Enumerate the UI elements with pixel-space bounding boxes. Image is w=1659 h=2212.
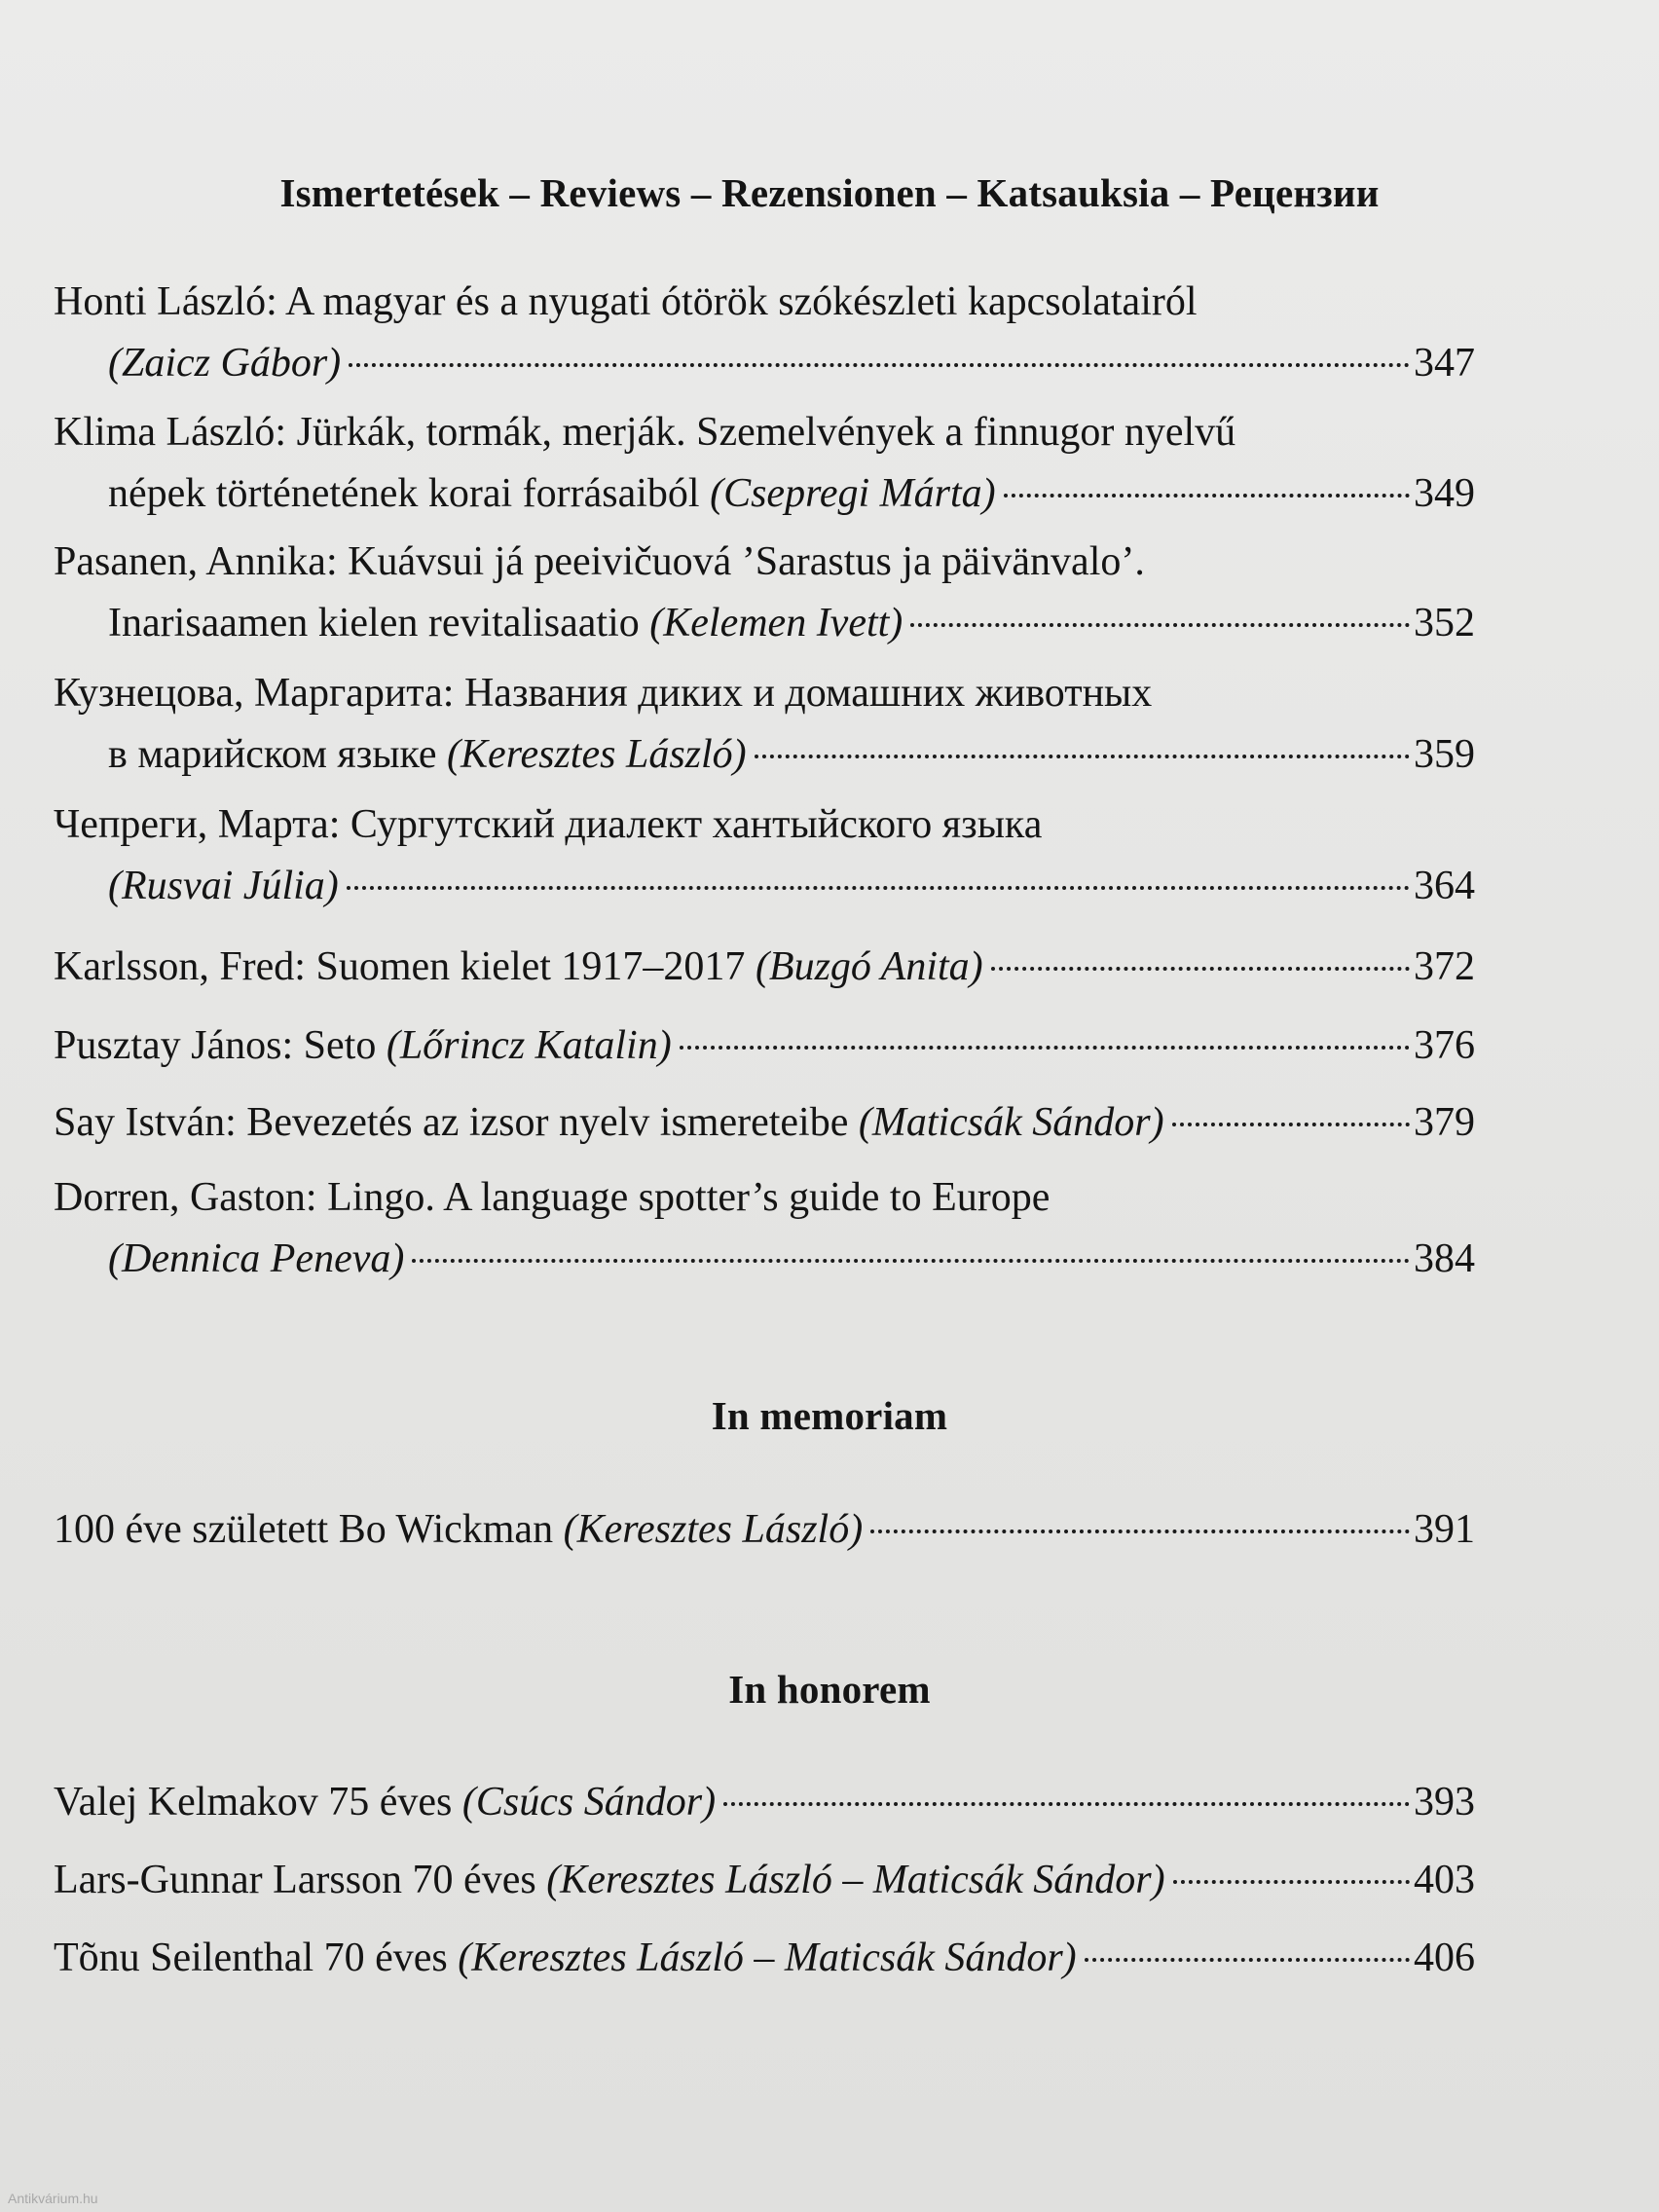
dot-leader (347, 845, 1410, 890)
entry-title-end: népek történetének korai forrásaiból (108, 471, 711, 516)
watermark: Antikvárium.hu (8, 2191, 98, 2206)
toc-entry (54, 1169, 1475, 1288)
entry-page-number: 376 (1414, 1023, 1475, 1068)
entry-title-line: Honti László: A magyar és a nyugati ótörök szókészleti kapcsolatairól (54, 279, 1198, 324)
entry-page-number: 391 (1414, 1507, 1475, 1552)
section-heading-in-honorem: In honorem (728, 1667, 931, 1712)
toc-entry (54, 1848, 1475, 1909)
entry-reviewer: (Dennica Peneva) (108, 1236, 405, 1281)
dot-leader (755, 714, 1410, 758)
entry-reviewer: (Maticsák Sándor) (858, 1100, 1164, 1145)
entry-page-number: 372 (1414, 944, 1475, 989)
entry-reviewer: (Keresztes László) (563, 1507, 864, 1552)
entry-reviewer: (Csúcs Sándor) (461, 1780, 717, 1825)
dot-leader (991, 926, 1410, 971)
toc-entry (54, 796, 1475, 915)
entry-title-line: Кузнецова, Маргарита: Названия диких и домашних животных (54, 671, 1153, 716)
dot-leader (1173, 1839, 1410, 1884)
entry-page-number: 359 (1414, 732, 1475, 777)
entry-title-end: Tõnu Seilenthal 70 éves (54, 1936, 459, 1980)
entry-reviewer: (Lőrincz Katalin) (386, 1023, 672, 1068)
entry-title-line: Dorren, Gaston: Lingo. A language spotter’s guide to Europe (54, 1175, 1051, 1220)
entry-title-end: в марийском языке (108, 732, 448, 777)
entry-title-end: Lars-Gunnar Larsson 70 éves (54, 1858, 547, 1902)
entry-reviewer: (Zaicz Gábor) (108, 341, 342, 386)
entry-title-end: 100 éve született Bo Wickman (54, 1507, 564, 1552)
toc-entry (54, 1090, 1475, 1152)
toc-entry (54, 1497, 1475, 1559)
entry-title-end: Inarisaamen kielen revitalisaatio (108, 601, 650, 645)
entry-page-number: 347 (1414, 341, 1475, 386)
section-heading-reviews: Ismertetések – Reviews – Rezensionen – Katsauksia – Рецензии (279, 170, 1380, 215)
entry-reviewer: (Buzgó Anita) (755, 944, 983, 989)
entry-page-number: 379 (1414, 1100, 1475, 1145)
entry-reviewer: (Csepregi Márta) (710, 471, 996, 516)
entry-reviewer: (Keresztes László – Maticsák Sándor) (458, 1936, 1077, 1980)
entry-title-end: Say István: Bevezetés az izsor nyelv ismereteibe (54, 1100, 859, 1145)
toc-entry (54, 534, 1475, 652)
dot-leader (1172, 1082, 1410, 1126)
entry-reviewer: (Keresztes László) (447, 732, 747, 777)
entry-reviewer: (Kelemen Ivett) (649, 601, 903, 645)
entry-page-number: 403 (1414, 1858, 1475, 1902)
dot-leader (1004, 453, 1410, 498)
dot-leader (870, 1489, 1410, 1533)
section-heading-in-memoriam: In memoriam (711, 1393, 948, 1438)
entry-page-number: 393 (1414, 1780, 1475, 1825)
toc-entry (54, 404, 1475, 523)
dot-leader (723, 1761, 1410, 1806)
entry-page-number: 349 (1414, 471, 1475, 516)
entry-page-number: 364 (1414, 864, 1475, 908)
dot-leader (910, 582, 1410, 627)
entry-title-end: Pusztay János: Seto (54, 1023, 387, 1068)
entry-title-line: Pasanen, Annika: Kuávsui já peeivičuová ’Sarastus ja päivänvalo’. (54, 539, 1145, 584)
entry-title-end: Karlsson, Fred: Suomen kielet 1917–2017 (54, 944, 756, 989)
entry-title-line: Klima László: Jürkák, tormák, merják. Szemelvények a finnugor nyelvű (54, 410, 1236, 455)
toc-entry (54, 665, 1475, 784)
entry-page-number: 384 (1414, 1236, 1475, 1281)
dot-leader (680, 1005, 1410, 1050)
toc-entry (54, 274, 1475, 392)
toc-entry (54, 1770, 1475, 1831)
entry-reviewer: (Rusvai Júlia) (108, 864, 339, 908)
toc-entry (54, 1014, 1475, 1075)
entry-title-line: Чепреги, Марта: Сургутский диалект хантыйского языка (54, 802, 1043, 847)
entry-title-end: Valej Kelmakov 75 éves (54, 1780, 462, 1825)
entry-reviewer: (Keresztes László – Maticsák Sándor) (546, 1858, 1165, 1902)
entry-page-number: 406 (1414, 1936, 1475, 1980)
dot-leader (412, 1218, 1410, 1263)
dot-leader (349, 322, 1410, 367)
toc-entry (54, 935, 1475, 996)
entry-page-number: 352 (1414, 601, 1475, 645)
toc-entry (54, 1926, 1475, 1987)
dot-leader (1085, 1917, 1410, 1962)
